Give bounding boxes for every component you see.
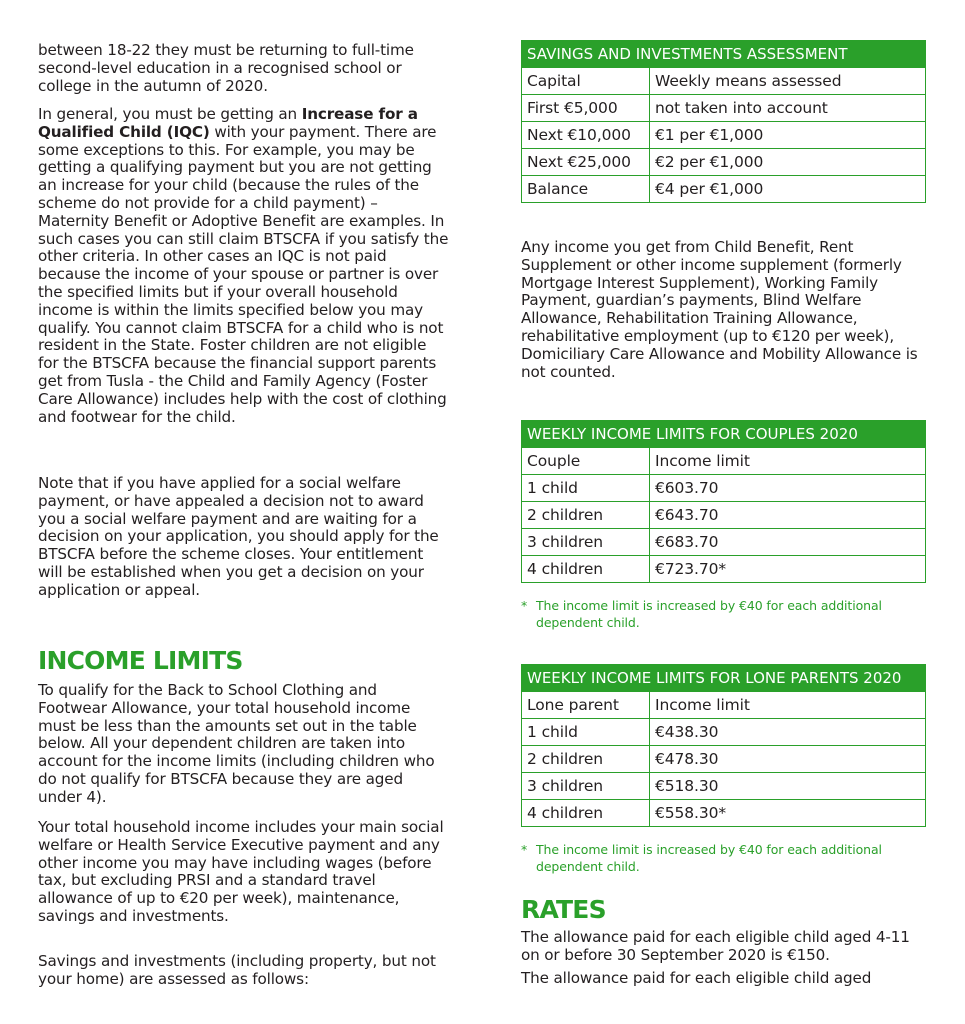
table-cell: 1 child <box>522 475 650 502</box>
paragraph-age-requirement: between 18-22 they must be returning to full-time second-level education in a recognised school or college in the autumn of 2020. <box>38 41 414 95</box>
table-row <box>522 95 926 122</box>
table-header-cell: Lone parent <box>522 692 650 719</box>
couples-table-title: WEEKLY INCOME LIMITS FOR COUPLES 2020 <box>522 421 926 448</box>
paragraph-iqc <box>38 106 450 426</box>
table-header-cell: Income limit <box>650 692 926 719</box>
table-row <box>522 448 926 475</box>
iqc-bold-term: Increase for a Qualified Child (IQC) <box>38 105 418 141</box>
table-row <box>522 475 926 502</box>
table-row <box>522 176 926 203</box>
table-row <box>522 68 926 95</box>
footnote-asterisk: * <box>521 842 528 857</box>
paragraph-rate-4-11: The allowance paid for each eligible child aged 4-11 on or before 30 September 2020 is €150. <box>521 928 910 964</box>
table-cell: 2 children <box>522 502 650 529</box>
paragraph-savings-intro: Savings and investments (including property, but not your home) are assessed as follows: <box>38 952 436 988</box>
couples-footnote <box>521 597 927 631</box>
table-cell: €1 per €1,000 <box>650 122 926 149</box>
table-cell: 4 children <box>522 556 650 583</box>
rates-heading: RATES <box>521 895 606 924</box>
table-row <box>522 502 926 529</box>
iqc-text-before: In general, you must be getting an <box>38 105 302 123</box>
table-row <box>522 719 926 746</box>
couples-table <box>521 420 926 583</box>
table-cell: not taken into account <box>650 95 926 122</box>
lone-parents-footnote <box>521 841 927 875</box>
table-header-cell: Income limit <box>650 448 926 475</box>
income-limits-heading: INCOME LIMITS <box>38 646 243 675</box>
table-header-cell: Capital <box>522 68 650 95</box>
table-row <box>522 149 926 176</box>
table-row <box>522 122 926 149</box>
lone-parents-table-title: WEEKLY INCOME LIMITS FOR LONE PARENTS 2020 <box>522 665 926 692</box>
table-cell: 2 children <box>522 746 650 773</box>
table-cell: €683.70 <box>650 529 926 556</box>
table-cell: €558.30* <box>650 800 926 827</box>
footnote-text: The income limit is increased by €40 for each additional dependent child. <box>536 598 882 630</box>
table-cell: 4 children <box>522 800 650 827</box>
table-row <box>522 556 926 583</box>
table-cell: €2 per €1,000 <box>650 149 926 176</box>
table-row <box>522 773 926 800</box>
table-header-cell: Weekly means assessed <box>650 68 926 95</box>
table-row <box>522 800 926 827</box>
table-cell: €643.70 <box>650 502 926 529</box>
table-row <box>522 529 926 556</box>
table-header-cell: Couple <box>522 448 650 475</box>
table-cell: €478.30 <box>650 746 926 773</box>
table-cell: 3 children <box>522 529 650 556</box>
paragraph-note-apply: Note that if you have applied for a social welfare payment, or have appealed a decision not to award you a social welfare payment and are waiting for a decision on your application, you should apply for the BTSCFA before the scheme closes. Your entitlement will be established when you get a decision on your application or appeal. <box>38 474 439 599</box>
table-cell: Balance <box>522 176 650 203</box>
paragraph-qualify: To qualify for the Back to School Clothing and Footwear Allowance, your total household income must be less than the amounts set out in the table below. All your dependent children are taken into account for the income limits (including children who do not qualify for BTSCFA because they are aged under 4). <box>38 681 435 806</box>
table-row <box>522 746 926 773</box>
savings-table-title: SAVINGS AND INVESTMENTS ASSESSMENT <box>522 41 926 68</box>
paragraph-household-income: Your total household income includes your main social welfare or Health Service Executive payment and any other income you may have including wages (before tax, but excluding PRSI and a standard travel allowance of up to €20 per week), maintenance, savings and investments. <box>38 818 444 925</box>
iqc-text-after: with your payment. There are some exceptions to this. For example, you may be getting a qualifying payment but you are not getting an increase for your child (because the rules of the scheme do not provide for a child payment) – Maternity Benefit or Adoptive Benefit are examples. In such cases you can still claim BTSCFA if you satisfy the other criteria. In other cases an IQC is not paid because the income of your spouse or partner is over the specified limits but if your overall household income is within the limits specified below you may qualify. You cannot claim BTSCFA for a child who is not resident in the State. Foster children are not eligible for the BTSCFA because the financial support parents get from Tusla - the Child and Family Agency (Foster Care Allowance) includes help with the cost of clothing and footwear for the child. <box>38 122 449 426</box>
paragraph-not-counted: Any income you get from Child Benefit, Rent Supplement or other income supplement (formerly Mortgage Interest Supplement), Working Family Payment, guardian’s payments, Blind Welfare Allowance, Rehabilitation Training Allowance, rehabilitative employment (up to €120 per week), Domiciliary Care Allowance and Mobility Allowance is not counted. <box>521 238 918 381</box>
table-cell: 3 children <box>522 773 650 800</box>
paragraph-rate-older: The allowance paid for each eligible child aged <box>521 969 872 987</box>
footnote-text: The income limit is increased by €40 for each additional dependent child. <box>536 842 882 874</box>
savings-table <box>521 40 926 203</box>
table-cell: €518.30 <box>650 773 926 800</box>
table-cell: €603.70 <box>650 475 926 502</box>
table-cell: Next €25,000 <box>522 149 650 176</box>
table-cell: First €5,000 <box>522 95 650 122</box>
table-cell: €438.30 <box>650 719 926 746</box>
lone-parents-table <box>521 664 926 827</box>
table-cell: €723.70* <box>650 556 926 583</box>
footnote-asterisk: * <box>521 598 528 613</box>
table-row <box>522 692 926 719</box>
table-cell: €4 per €1,000 <box>650 176 926 203</box>
table-cell: Next €10,000 <box>522 122 650 149</box>
table-cell: 1 child <box>522 719 650 746</box>
